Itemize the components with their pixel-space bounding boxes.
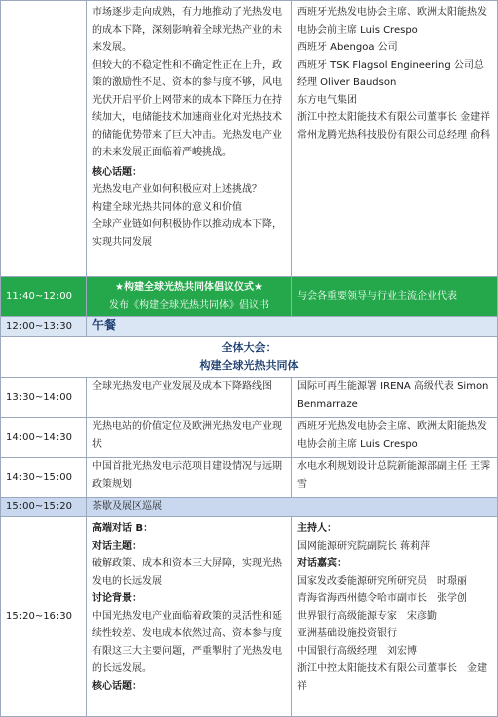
speaker-item: 西班牙 TSK Flagsol Engineering 公司总经理 Oliver Baudson xyxy=(297,59,484,88)
guests-title: 对话嘉宾： xyxy=(297,558,347,569)
dialogue-description-cell xyxy=(87,1,292,277)
core-topics-title: 核心话题： xyxy=(92,166,142,178)
host-title: 主持人： xyxy=(297,523,337,534)
agenda-row-initiative xyxy=(1,277,498,317)
time-cell xyxy=(1,1,87,277)
host-name: 国网能源研究院副院长 蒋莉萍 xyxy=(297,540,431,552)
plenary-title: 构建全球光热共同体 xyxy=(199,359,299,372)
initiative-cell xyxy=(87,277,292,317)
plenary-header-cell xyxy=(1,337,498,378)
session-topic-cell: 全球光热发电产业发展及成本下降路线图 xyxy=(87,378,292,418)
core-topics-title: 核心话题： xyxy=(92,680,142,692)
time-cell: 12:00~13:30 xyxy=(1,317,87,337)
speakers-cell xyxy=(292,1,498,277)
initiative-subtitle: 发布《构建全球光热共同体》倡议书 xyxy=(109,299,269,311)
agenda-row-1500 xyxy=(1,498,498,517)
speaker-cell: 国际可再生能源署 IRENA 高级代表 Simon Benmarraze xyxy=(292,378,498,418)
time-cell: 14:00~14:30 xyxy=(1,418,87,458)
agenda-row-dialogue-a xyxy=(1,1,498,277)
speaker-cell: 西班牙光热发电协会主席、欧洲太阳能热发电协会前主席 Luis Crespo xyxy=(292,418,498,458)
guest-item: 中国银行高级经理 刘宏博 xyxy=(297,645,417,657)
background-title: 讨论背景： xyxy=(92,593,142,604)
initiative-participants: 与会各重要领导与行业主流企业代表 xyxy=(292,277,498,317)
dialogue-b-title: 高端对话 B： xyxy=(92,523,154,534)
host-guests-cell xyxy=(292,517,498,717)
background-paragraph-2: 但较大的不稳定性和不确定性正在上升，政策的激励性不足、资本的参与度不够，风电光伏开启平价上网带来的成本下降压力在持续加大，电储能技术加速商业化对光热技术的储能优势带来了巨大冲击。光热发电产业的未来发展正面临着严峻挑战。 xyxy=(92,59,282,158)
theme-title: 对话主题： xyxy=(92,540,142,552)
speaker-item: 西班牙 Abengoa 公司 xyxy=(297,42,398,53)
lunch-label: 午餐 xyxy=(92,318,117,333)
time-cell: 15:00~15:20 xyxy=(1,498,87,517)
agenda-row-1520 xyxy=(1,517,498,717)
initiative-title: ★构建全球光热共同体倡议仪式★ xyxy=(115,282,263,293)
lunch-cell xyxy=(87,317,498,337)
guest-item: 浙江中控太阳能技术有限公司董事长 金建祥 xyxy=(297,663,487,692)
topic-item: 构建全球光热共同体的意义和价值 xyxy=(92,201,242,213)
agenda-row-plenary xyxy=(1,337,498,378)
time-cell: 14:30~15:00 xyxy=(1,458,87,498)
dialogue-b-cell xyxy=(87,517,292,717)
time-cell: 11:40~12:00 xyxy=(1,277,87,317)
break-cell: 茶歇及展区巡展 xyxy=(87,498,498,517)
session-topic-cell: 光热电站的价值定位及欧洲光热发电产业现状 xyxy=(87,418,292,458)
agenda-row-lunch xyxy=(1,317,498,337)
guest-item: 国家发改委能源研究所研究员 时璟丽 xyxy=(297,575,467,587)
time-cell: 13:30~14:00 xyxy=(1,378,87,418)
topic-item: 全球产业链如何积极协作以推动成本下降，实现共同发展 xyxy=(92,219,282,248)
speaker-item: 西班牙光热发电协会主席、欧洲太阳能热发电协会前主席 Luis Crespo xyxy=(297,7,487,36)
speaker-item: 东方电气集团 xyxy=(297,94,357,106)
guest-item: 亚洲基础设施投资银行 xyxy=(297,628,397,639)
agenda-row-1330 xyxy=(1,378,498,418)
plenary-label: 全体大会： xyxy=(221,341,277,354)
session-topic-cell: 中国首批光热发电示范项目建设情况与远期政策规划 xyxy=(87,458,292,498)
agenda-row-1400 xyxy=(1,418,498,458)
speaker-cell: 水电水利规划设计总院新能源部副主任 王霁雪 xyxy=(292,458,498,498)
background-text: 中国光热发电产业面临着政策的灵活性和延续性较差、发电成本依然过高、资本参与度有限这三大主要问题，严重掣肘了光热发电的长远发展。 xyxy=(92,610,282,674)
time-cell: 15:20~16:30 xyxy=(1,517,87,717)
speaker-item: 常州龙腾光热科技股份有限公司总经理 俞科 xyxy=(297,129,491,141)
guest-item: 世界银行高级能源专家 宋彦勤 xyxy=(297,610,437,622)
guest-item: 青海省海西州德令哈市副市长 张学创 xyxy=(297,593,467,604)
topic-item: 光热发电产业如何积极应对上述挑战？ xyxy=(92,184,262,195)
theme-text: 破解政策、成本和资本三大屏障，实现光热发电的长远发展 xyxy=(92,558,282,587)
background-paragraph-1: 市场逐步走向成熟，有力地推动了光热发电的成本下降，深刻影响着全球光热产业的未来发展。 xyxy=(92,7,282,53)
speaker-item: 浙江中控太阳能技术有限公司董事长 金建祥 xyxy=(297,112,491,123)
agenda-row-1430 xyxy=(1,458,498,498)
